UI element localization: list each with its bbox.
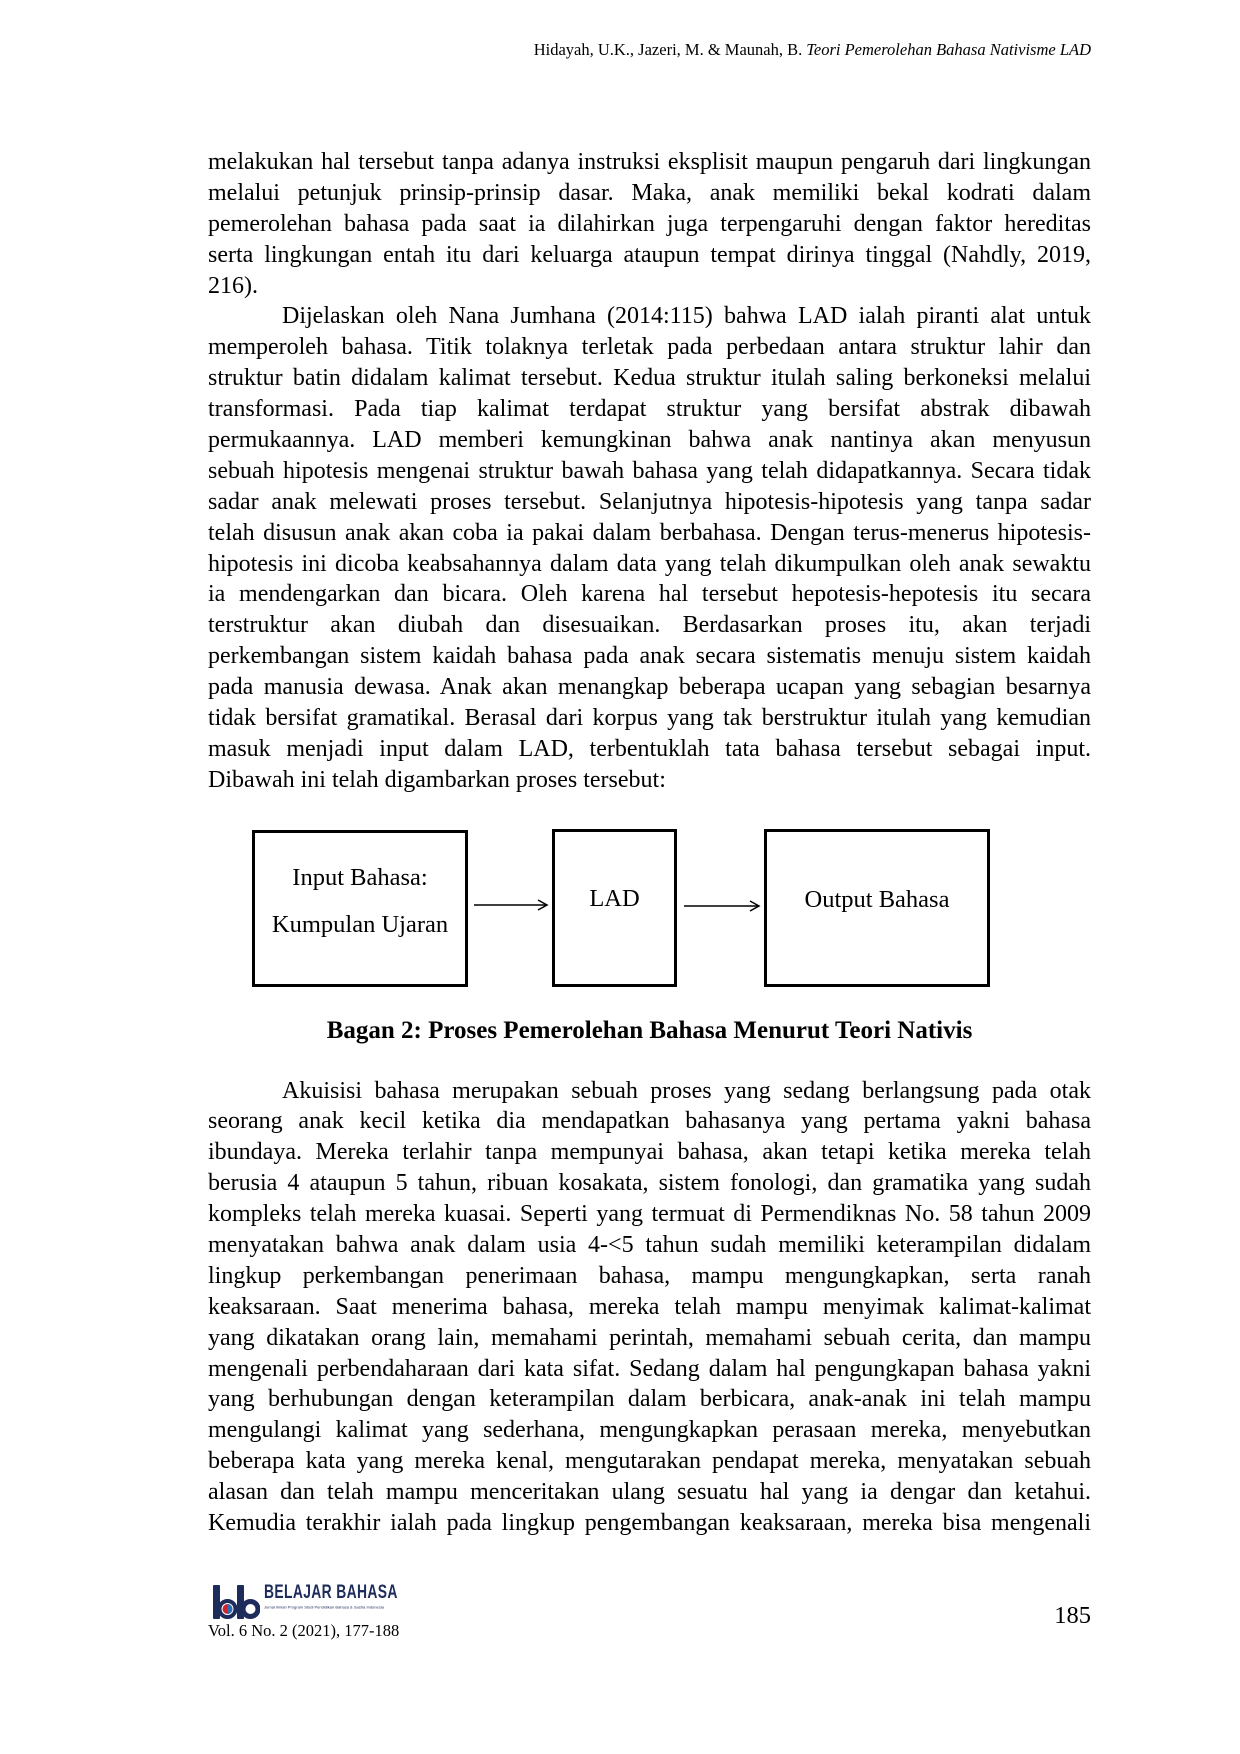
paragraph-line: Dijelaskan oleh Nana Jumhana (2014:115) bahwa LAD ialah piranti alat untuk (282, 303, 1091, 330)
paragraph-line: Kemudia terakhir ialah pada lingkup pengembangan keaksaraan, mereka bisa mengenali (208, 1509, 1091, 1536)
paragraph-line: melalui petunjuk prinsip-prinsip dasar. Maka, anak memiliki bekal kodrati dalam (208, 179, 1091, 206)
paragraph-3 (208, 1076, 1091, 1539)
paragraph-line: yang berhubungan dengan keterampilan dalam berbicara, anak-anak ini telah mampu (208, 1386, 1091, 1413)
journal-volume: Vol. 6 No. 2 (2021), 177-188 (208, 1621, 400, 1640)
paragraph-line: hipotesis ini dicoba keabsahannya dalam data yang telah dikumpulkan oleh anak sewaktu (208, 550, 1091, 577)
paragraph-line: memperoleh bahasa. Titik tolaknya terletak pada perbedaan antara struktur lahir dan (208, 334, 1091, 361)
paragraph-line: pemerolehan bahasa pada saat ia dilahirkan juga terpengaruhi dengan faktor hereditas (208, 210, 1091, 237)
lad-box-label: LAD (589, 885, 640, 912)
input-box-line-2: Kumpulan Ujaran (271, 911, 449, 938)
paragraph-line: ibundaya. Mereka terlahir tanpa mempunyai bahasa, akan tetapi ketika mereka telah (208, 1139, 1091, 1166)
paragraph-line: melakukan hal tersebut tanpa adanya instruksi eksplisit maupun pengaruh dari lingkungan (208, 149, 1091, 175)
paragraph-line: telah disusun anak akan coba ia pakai dalam berbahasa. Dengan terus-menerus hipotesis- (208, 519, 1091, 546)
paragraph-line: permukaannya. LAD memberi kemungkinan bahwa anak nantinya akan menyusun (208, 427, 1091, 454)
output-box-label: Output Bahasa (804, 886, 950, 913)
paragraph-line: serta lingkungan entah itu dari keluarga ataupun tempat dirinya tinggal (Nahdly, 2019, (208, 241, 1091, 268)
paragraph-line: tidak bersifat gramatikal. Berasal dari korpus yang tak berstruktur itulah yang kemudian (208, 705, 1091, 732)
paragraph-line: seorang anak kecil ketika dia mendapatkan bahasanya yang pertama yakni bahasa (208, 1108, 1091, 1135)
paragraph-line: keaksaraan. Saat menerima bahasa, mereka telah mampu menyimak kalimat-kalimat (208, 1293, 1091, 1320)
input-box-text (255, 854, 465, 948)
paragraph-line: Dibawah ini telah digambarkan proses tersebut: (208, 766, 666, 793)
paragraph-line: berusia 4 ataupun 5 tahun, ribuan kosakata, sistem fonologi, dan gramatika yang sudah (208, 1170, 1091, 1197)
paragraph-1 (208, 147, 1091, 301)
paragraph-line: menyatakan bahwa anak dalam usia 4-<5 tahun sudah memiliki keterampilan didalam (208, 1231, 1091, 1258)
logo-dot-blue (228, 1604, 233, 1614)
running-header (534, 40, 1091, 60)
paragraph-line: ia mendengarkan dan bicara. Oleh karena hal tersebut hepotesis-hepotesis itu secara (208, 581, 1091, 608)
figure-caption: Bagan 2: Proses Pemerolehan Bahasa Menurut Teori Nativis (326, 1016, 973, 1044)
paragraph-line: perkembangan sistem kaidah bahasa pada anak secara sistematis menuju sistem kaidah (208, 643, 1091, 670)
paragraph-line: alasan dan telah mampu menceritakan ulang sesuatu hal yang ia dengar dan ketahui. (208, 1479, 1091, 1506)
paragraph-line: Akuisisi bahasa merupakan sebuah proses yang sedang berlangsung pada otak (282, 1077, 1091, 1104)
paragraph-line: mengulangi kalimat yang sederhana, mengungkapkan perasaan mereka, menyebutkan (208, 1417, 1091, 1444)
paragraph-line: pada manusia dewasa. Anak akan menangkap beberapa ucapan yang sebagian besarnya (208, 674, 1091, 701)
paragraph-line: mengenali perbendaharaan dari kata sifat. Sedang dalam hal pengungkapan bahasa yakni (208, 1355, 1091, 1382)
journal-logo (212, 1584, 402, 1622)
logo-title: BELAJAR BAHASA (264, 1582, 398, 1603)
paragraph-line: yang dikatakan orang lain, memahami perintah, memahami sebuah cerita, dan mampu (208, 1324, 1091, 1351)
output-bahasa-box (764, 829, 990, 987)
paragraph-line: beberapa kata yang mereka kenal, mengutarakan pendapat mereka, menyatakan sebuah (208, 1448, 1091, 1475)
header-authors: Hidayah, U.K., Jazeri, M. & Maunah, B. (533, 40, 803, 59)
header-article-title: Teori Pemerolehan Bahasa Nativisme LAD (806, 40, 1091, 59)
logo-bowl-2 (243, 1602, 258, 1617)
belajar-bahasa-logo-icon (212, 1584, 260, 1620)
text-block-top (208, 147, 1091, 796)
paragraph-line: 216). (208, 272, 258, 299)
paragraph-line: lingkup perkembangan penerimaan bahasa, mampu mengungkapkan, serta ranah (208, 1262, 1091, 1289)
paragraph-line: kompleks telah mereka kuasai. Seperti yang termuat di Permendiknas No. 58 tahun 2009 (208, 1201, 1091, 1228)
arrow-right-icon (682, 896, 762, 916)
page-number: 185 (1054, 1602, 1091, 1629)
paragraph-line: sadar anak melewati proses tersebut. Selanjutnya hipotesis-hipotesis yang tanpa sadar (208, 488, 1091, 515)
arrow-right-icon (472, 895, 550, 915)
input-box-line-1: Input Bahasa: (292, 864, 428, 891)
paragraph-line: masuk menjadi input dalam LAD, terbentuklah tata bahasa tersebut sebagai input. (208, 735, 1091, 762)
paragraph-line: sebuah hipotesis mengenai struktur bawah bahasa yang telah didapatkannya. Secara tidak (208, 457, 1091, 484)
paragraph-2 (208, 301, 1091, 795)
input-bahasa-box (252, 830, 468, 987)
paragraph-line: transformasi. Pada tiap kalimat terdapat struktur yang bersifat abstrak dibawah (208, 396, 1091, 423)
lad-box (552, 829, 677, 987)
paragraph-line: struktur batin didalam kalimat tersebut. Kedua struktur itulah saling berkoneksi melalui (208, 365, 1091, 392)
logo-subtitle: Jurnal Ilmiah Program Studi Pendidikan Bahasa & Sastra Indonesia (264, 1605, 384, 1610)
paragraph-line: terstruktur akan diubah dan disesuaikan. Berdasarkan proses itu, akan terjadi (208, 612, 1091, 639)
